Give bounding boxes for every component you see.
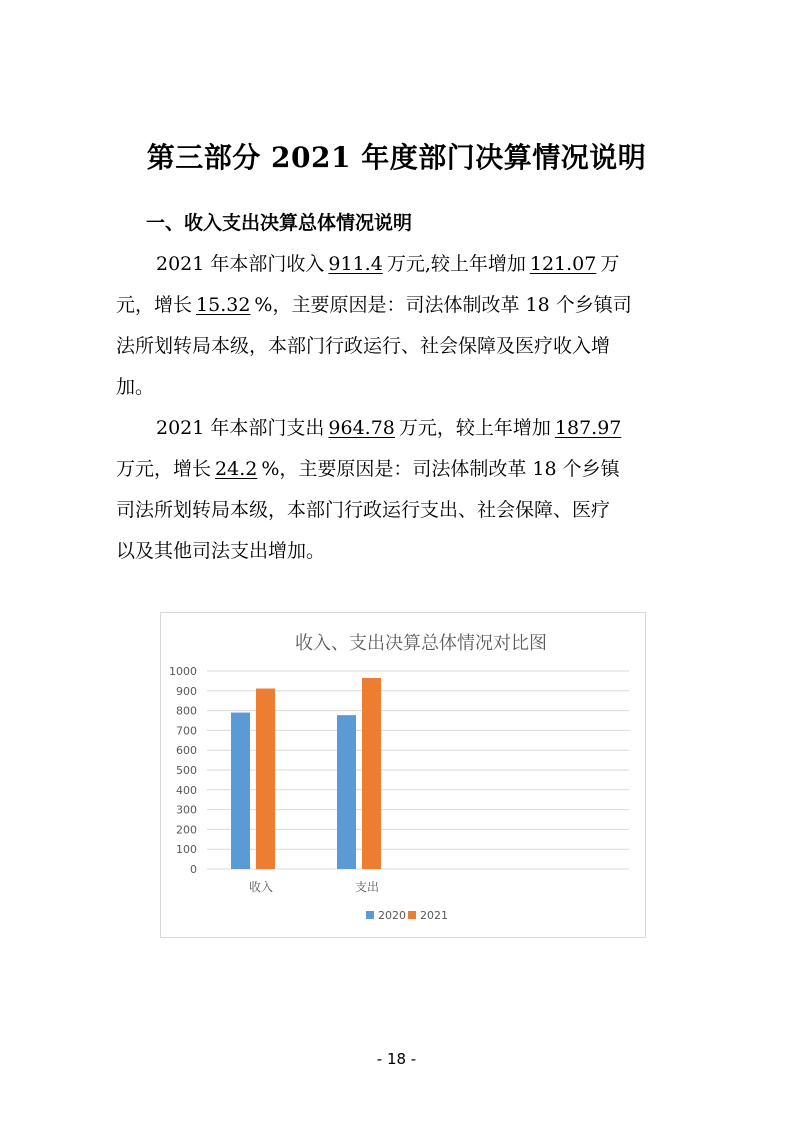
y-tick-label: 600	[176, 744, 197, 758]
text-fragment: 元，增长	[116, 294, 193, 316]
chart-svg	[161, 613, 645, 937]
income-line-1	[116, 244, 676, 285]
y-tick-label: 500	[176, 764, 197, 777]
income-line-2	[116, 285, 676, 326]
y-tick-label: 300	[176, 803, 197, 817]
y-tick-label: 400	[176, 783, 197, 797]
income-line-3: 法所划转局本级，本部门行政运行、社会保障及医疗收入增	[116, 335, 611, 357]
y-tick-label: 200	[176, 823, 197, 837]
text-fragment: 万元，较上年增加	[398, 417, 551, 439]
y-tick-label: 0	[190, 863, 197, 876]
expense-increase-value: 187.97	[554, 417, 622, 439]
income-paragraph	[116, 244, 676, 408]
chart-title: 收入、支出决算总体情况对比图	[295, 633, 547, 654]
legend-label: 2020	[378, 909, 406, 922]
income-line-4: 加。	[116, 376, 155, 398]
text-fragment: %，主要原因是：司法体制改革 18 个乡镇司	[254, 294, 632, 316]
bar-2021-支出	[362, 678, 381, 869]
expense-paragraph	[116, 408, 676, 572]
text-fragment: 2021 年本部门收入	[156, 253, 325, 275]
x-tick-label: 收入	[248, 880, 274, 894]
page-title: 第三部分 2021 年度部门决算情况说明	[146, 141, 647, 174]
y-tick-label: 100	[176, 843, 197, 857]
income-value: 911.4	[328, 253, 383, 275]
y-tick-label: 700	[176, 724, 197, 738]
bar-2020-收入	[231, 713, 250, 869]
chart-x-ticks	[249, 879, 379, 894]
chart-bars	[231, 678, 381, 869]
text-fragment: 2021 年本部门支出	[156, 417, 325, 439]
text-fragment: %，主要原因是：司法体制改革 18 个乡镇	[261, 458, 620, 480]
expense-line-1	[116, 408, 676, 449]
expense-value: 964.78	[328, 417, 395, 439]
expense-line-3: 司法所划转局本级，本部门行政运行支出、社会保障、医疗	[116, 499, 611, 521]
y-tick-label: 900	[176, 684, 197, 698]
chart-y-ticks	[169, 665, 197, 876]
legend-swatch-2021	[408, 911, 416, 919]
text-fragment: 万	[600, 253, 620, 275]
comparison-chart	[160, 612, 646, 938]
text-fragment: 万元,较上年增加	[386, 253, 526, 275]
y-tick-label: 1000	[169, 665, 197, 678]
income-growth-value: 15.32	[196, 294, 251, 316]
section-heading: 一、收入支出决算总体情况说明	[146, 212, 413, 234]
bar-2020-支出	[337, 715, 356, 869]
income-increase-value: 121.07	[529, 253, 597, 275]
expense-growth-value: 24.2	[215, 458, 258, 480]
legend-swatch-2020	[366, 911, 374, 919]
x-tick-label: 支出	[354, 880, 380, 894]
text-fragment: 万元，增长	[116, 458, 212, 480]
legend-label: 2021	[420, 909, 448, 922]
y-tick-label: 800	[176, 704, 197, 718]
bar-2021-收入	[256, 689, 275, 869]
chart-legend	[366, 909, 448, 922]
expense-line-2	[116, 449, 676, 490]
expense-line-4: 以及其他司法支出增加。	[116, 540, 326, 562]
page-number: - 18 -	[376, 1050, 417, 1068]
